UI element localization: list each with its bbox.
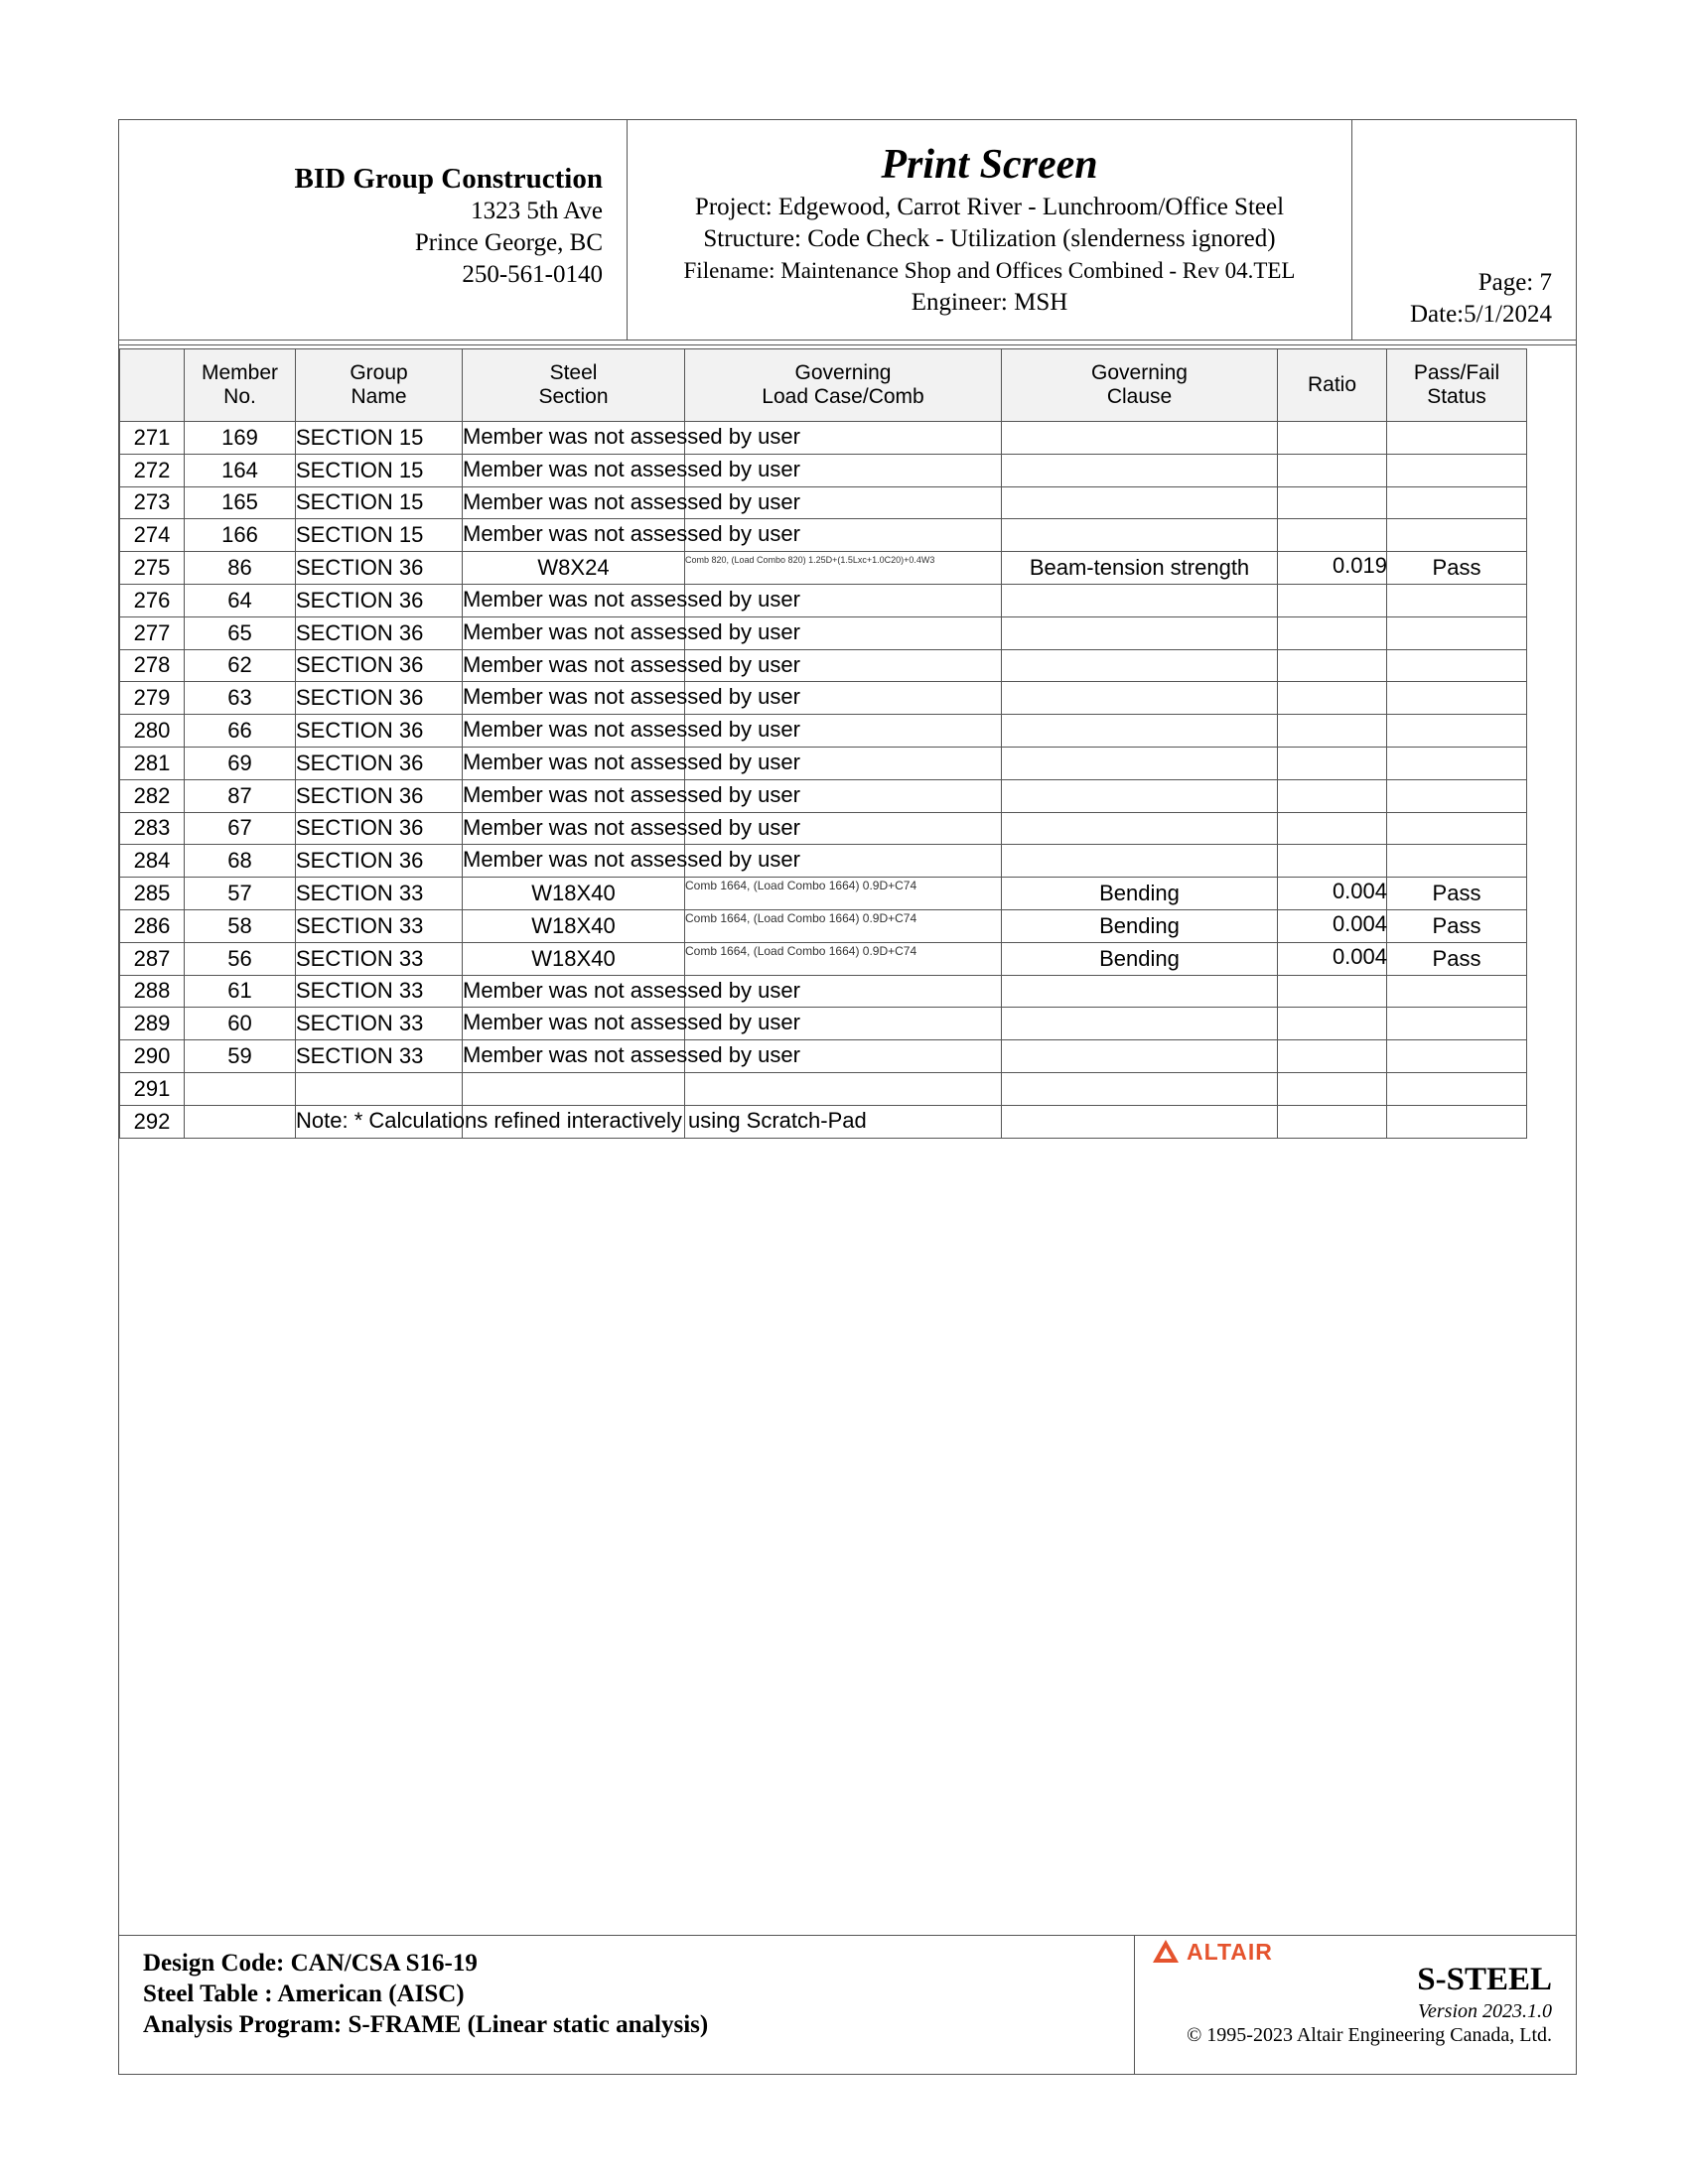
assessment-note: Member was not assessed by user [463, 814, 800, 840]
steel-section [463, 975, 800, 1008]
assessment-note: Member was not assessed by user [463, 1010, 800, 1035]
row-index: 288 [120, 975, 185, 1008]
group-name: SECTION 36 [296, 812, 463, 845]
row-index: 287 [120, 942, 185, 975]
table-row [120, 486, 1527, 519]
governing-clause [1002, 422, 1278, 455]
member-no: 66 [185, 715, 296, 748]
col-status-header: Pass/Fail Status [1387, 349, 1527, 422]
row-index: 275 [120, 552, 185, 585]
assessment-note: Member was not assessed by user [463, 781, 800, 807]
row-index: 286 [120, 909, 185, 942]
row-index: 291 [120, 1072, 185, 1105]
ratio [1278, 649, 1387, 682]
assessment-note: Member was not assessed by user [463, 977, 800, 1003]
ratio-value: 0.004 [1332, 910, 1387, 936]
page-number: Page: 7 [1477, 269, 1552, 296]
governing-clause: Beam-tension strength [1002, 552, 1278, 585]
governing-clause [1002, 616, 1278, 649]
row-index: 277 [120, 616, 185, 649]
product-info [1187, 1960, 1552, 2047]
assessment-note: Member was not assessed by user [463, 1042, 800, 1068]
group-name: SECTION 36 [296, 649, 463, 682]
pass-fail-status: Pass [1387, 878, 1527, 910]
group-name: SECTION 15 [296, 454, 463, 486]
pass-fail-status [1387, 616, 1527, 649]
governing-clause [1002, 584, 1278, 616]
steel-section [463, 1008, 800, 1040]
page-frame [118, 119, 1577, 2075]
logo-text: ALTAIR [1187, 1938, 1273, 1965]
group-name: SECTION 15 [296, 422, 463, 455]
product-version: Version 2023.1.0 [1418, 2000, 1552, 2022]
steel-table: Steel Table : American (AISC) [143, 1980, 465, 2007]
company-block [119, 120, 628, 340]
pass-fail-status [1387, 584, 1527, 616]
project-line: Project: Edgewood, Carrot River - Lunchroom/Office Steel [694, 194, 1285, 220]
load-combo-text: Comb 1664, (Load Combo 1664) 0.9D+C74 [685, 910, 917, 925]
governing-clause [1002, 1072, 1278, 1105]
table-row [120, 682, 1527, 715]
pass-fail-status [1387, 845, 1527, 878]
group-name: SECTION 36 [296, 552, 463, 585]
governing-clause [1002, 747, 1278, 779]
member-no: 87 [185, 779, 296, 812]
group-name: SECTION 36 [296, 845, 463, 878]
steel-section [463, 616, 800, 649]
ratio [1278, 812, 1387, 845]
pass-fail-status [1387, 1072, 1527, 1105]
ratio [1278, 1040, 1387, 1073]
member-no: 68 [185, 845, 296, 878]
table-row [120, 779, 1527, 812]
steel-section: W18X40 [463, 909, 685, 942]
row-index: 279 [120, 682, 185, 715]
member-no [185, 1072, 296, 1105]
member-no: 63 [185, 682, 296, 715]
governing-clause [1002, 715, 1278, 748]
group-name [296, 1105, 867, 1138]
ratio [1278, 779, 1387, 812]
governing-clause [1002, 1008, 1278, 1040]
pass-fail-status [1387, 812, 1527, 845]
member-no: 57 [185, 878, 296, 910]
ratio [1278, 747, 1387, 779]
row-index: 283 [120, 812, 185, 845]
steel-section [463, 486, 800, 519]
row-index: 290 [120, 1040, 185, 1073]
member-no: 165 [185, 486, 296, 519]
table-row [120, 552, 1527, 585]
table-row [120, 1008, 1527, 1040]
group-name: SECTION 36 [296, 682, 463, 715]
governing-clause [1002, 779, 1278, 812]
table-row [120, 454, 1527, 486]
table-row [120, 519, 1527, 552]
ratio [1278, 486, 1387, 519]
pass-fail-status [1387, 975, 1527, 1008]
pass-fail-status [1387, 649, 1527, 682]
table-row [120, 715, 1527, 748]
group-name: SECTION 33 [296, 878, 463, 910]
governing-clause [1002, 1105, 1278, 1138]
row-index: 276 [120, 584, 185, 616]
col-member-header: Member No. [185, 349, 296, 422]
steel-section [463, 1040, 800, 1073]
table-row [120, 422, 1527, 455]
table-row [120, 975, 1527, 1008]
table-row [120, 942, 1527, 975]
col-group-header: Group Name [296, 349, 463, 422]
pass-fail-status [1387, 422, 1527, 455]
table-row [120, 909, 1527, 942]
steel-section: W8X24 [463, 552, 685, 585]
governing-clause [1002, 975, 1278, 1008]
row-index: 274 [120, 519, 185, 552]
assessment-note: Member was not assessed by user [463, 456, 800, 481]
ratio [1278, 454, 1387, 486]
header-divider-double [119, 344, 1576, 345]
member-no: 59 [185, 1040, 296, 1073]
table-note: Note: * Calculations refined interactively using Scratch-Pad [296, 1107, 867, 1133]
pass-fail-status: Pass [1387, 942, 1527, 975]
governing-clause [1002, 1040, 1278, 1073]
code-check-table [119, 348, 1527, 1139]
steel-section [463, 584, 800, 616]
pass-fail-status [1387, 519, 1527, 552]
assessment-note: Member was not assessed by user [463, 684, 800, 710]
assessment-note: Member was not assessed by user [463, 618, 800, 644]
load-combo-text: Comb 1664, (Load Combo 1664) 0.9D+C74 [685, 879, 917, 893]
row-index: 280 [120, 715, 185, 748]
group-name: SECTION 36 [296, 715, 463, 748]
steel-section [463, 779, 800, 812]
governing-clause: Bending [1002, 942, 1278, 975]
pass-fail-status [1387, 1008, 1527, 1040]
report-footer [119, 1935, 1576, 2074]
pass-fail-status [1387, 779, 1527, 812]
table-row [120, 747, 1527, 779]
col-clause-header: Governing Clause [1002, 349, 1278, 422]
group-name: SECTION 36 [296, 747, 463, 779]
member-no: 69 [185, 747, 296, 779]
assessment-note: Member was not assessed by user [463, 847, 800, 873]
member-no: 169 [185, 422, 296, 455]
table-row [120, 1105, 1527, 1138]
group-name [296, 1072, 463, 1105]
row-index: 285 [120, 878, 185, 910]
group-name: SECTION 36 [296, 779, 463, 812]
company-address-line1: 1323 5th Ave [471, 198, 603, 224]
col-ratio-header: Ratio [1278, 349, 1387, 422]
assessment-note: Member was not assessed by user [463, 586, 800, 612]
row-index: 271 [120, 422, 185, 455]
structure-line: Structure: Code Check - Utilization (slenderness ignored) [703, 225, 1276, 252]
table-row [120, 616, 1527, 649]
ratio [1278, 878, 1387, 910]
steel-section [463, 422, 800, 455]
steel-section [463, 747, 800, 779]
product-block [1134, 1936, 1576, 2074]
group-name: SECTION 33 [296, 909, 463, 942]
row-index: 292 [120, 1105, 185, 1138]
assessment-note: Member was not assessed by user [463, 651, 800, 677]
assessment-note: Member was not assessed by user [463, 749, 800, 774]
governing-clause: Bending [1002, 909, 1278, 942]
table-body [120, 422, 1527, 1139]
design-info-block [143, 1948, 708, 2040]
governing-load [685, 1072, 1002, 1105]
row-index: 284 [120, 845, 185, 878]
governing-clause [1002, 845, 1278, 878]
steel-section: W18X40 [463, 942, 685, 975]
ratio-value: 0.004 [1332, 943, 1387, 969]
governing-clause [1002, 649, 1278, 682]
pass-fail-status: Pass [1387, 552, 1527, 585]
pass-fail-status [1387, 1040, 1527, 1073]
governing-load [685, 909, 1002, 942]
group-name: SECTION 15 [296, 486, 463, 519]
engineer-line: Engineer: MSH [911, 289, 1068, 316]
table-row [120, 812, 1527, 845]
member-no: 62 [185, 649, 296, 682]
governing-load [685, 878, 1002, 910]
ratio [1278, 715, 1387, 748]
member-no: 56 [185, 942, 296, 975]
steel-section [463, 1072, 685, 1105]
load-combo-text: Comb 820, (Load Combo 820) 1.25D+(1.5Lxc+1.0C20)+0.4W3 [685, 555, 935, 566]
ratio [1278, 616, 1387, 649]
assessment-note: Member was not assessed by user [463, 424, 800, 449]
company-name: BID Group Construction [294, 163, 603, 195]
steel-section [463, 845, 800, 878]
ratio [1278, 1008, 1387, 1040]
group-name: SECTION 36 [296, 616, 463, 649]
report-header [119, 120, 1576, 340]
assessment-note: Member was not assessed by user [463, 488, 800, 514]
member-no [185, 1105, 296, 1138]
ratio [1278, 1105, 1387, 1138]
member-no: 60 [185, 1008, 296, 1040]
ratio [1278, 909, 1387, 942]
product-name: S-STEEL [1417, 1962, 1552, 1997]
table-row [120, 1040, 1527, 1073]
page-date-block [1352, 120, 1576, 340]
company-phone: 250-561-0140 [462, 261, 603, 288]
member-no: 65 [185, 616, 296, 649]
governing-clause [1002, 454, 1278, 486]
ratio [1278, 1072, 1387, 1105]
group-name: SECTION 33 [296, 1008, 463, 1040]
member-no: 67 [185, 812, 296, 845]
table-row [120, 1072, 1527, 1105]
governing-clause [1002, 682, 1278, 715]
ratio-value: 0.019 [1332, 553, 1387, 579]
governing-load [685, 552, 1002, 585]
design-code: Design Code: CAN/CSA S16-19 [143, 1950, 478, 1977]
row-index: 272 [120, 454, 185, 486]
report-date: Date:5/1/2024 [1409, 301, 1552, 328]
company-address-line2: Prince George, BC [414, 229, 603, 256]
pass-fail-status [1387, 747, 1527, 779]
report-title: Print Screen [881, 142, 1098, 188]
group-name: SECTION 33 [296, 942, 463, 975]
analysis-program: Analysis Program: S-FRAME (Linear static analysis) [143, 2011, 709, 2038]
ratio [1278, 552, 1387, 585]
assessment-note: Member was not assessed by user [463, 521, 800, 547]
table-row [120, 649, 1527, 682]
row-index: 281 [120, 747, 185, 779]
member-no: 64 [185, 584, 296, 616]
steel-section [463, 649, 800, 682]
row-index: 278 [120, 649, 185, 682]
header-divider [119, 340, 1576, 341]
ratio [1278, 584, 1387, 616]
governing-clause [1002, 519, 1278, 552]
ratio [1278, 975, 1387, 1008]
pass-fail-status [1387, 486, 1527, 519]
ratio [1278, 519, 1387, 552]
member-no: 164 [185, 454, 296, 486]
table-row [120, 845, 1527, 878]
group-name: SECTION 33 [296, 975, 463, 1008]
steel-section [463, 715, 800, 748]
row-index: 289 [120, 1008, 185, 1040]
col-index-header [120, 349, 185, 422]
row-index: 273 [120, 486, 185, 519]
steel-section: W18X40 [463, 878, 685, 910]
copyright: © 1995-2023 Altair Engineering Canada, Ltd. [1187, 2024, 1552, 2046]
ratio [1278, 682, 1387, 715]
governing-clause [1002, 812, 1278, 845]
member-no: 86 [185, 552, 296, 585]
pass-fail-status [1387, 454, 1527, 486]
table-row [120, 584, 1527, 616]
pass-fail-status [1387, 682, 1527, 715]
steel-section [463, 682, 800, 715]
filename-line: Filename: Maintenance Shop and Offices Combined - Rev 04.TEL [683, 258, 1296, 283]
member-no: 166 [185, 519, 296, 552]
member-no: 58 [185, 909, 296, 942]
col-steel-header: Steel Section [463, 349, 685, 422]
group-name: SECTION 33 [296, 1040, 463, 1073]
pass-fail-status: Pass [1387, 909, 1527, 942]
ratio [1278, 422, 1387, 455]
steel-section [463, 812, 800, 845]
steel-section [463, 454, 800, 486]
member-no: 61 [185, 975, 296, 1008]
col-load-header: Governing Load Case/Comb [685, 349, 1002, 422]
ratio [1278, 845, 1387, 878]
governing-load [685, 942, 1002, 975]
pass-fail-status [1387, 715, 1527, 748]
group-name: SECTION 36 [296, 584, 463, 616]
row-index: 282 [120, 779, 185, 812]
assessment-note: Member was not assessed by user [463, 717, 800, 743]
altair-triangle-icon [1151, 1938, 1181, 1966]
report-info-block [628, 120, 1352, 340]
governing-clause [1002, 486, 1278, 519]
table-row [120, 878, 1527, 910]
ratio-value: 0.004 [1332, 879, 1387, 904]
pass-fail-status [1387, 1105, 1527, 1138]
governing-clause: Bending [1002, 878, 1278, 910]
steel-section [463, 519, 800, 552]
group-name: SECTION 15 [296, 519, 463, 552]
table-header-row [120, 349, 1527, 422]
ratio [1278, 942, 1387, 975]
load-combo-text: Comb 1664, (Load Combo 1664) 0.9D+C74 [685, 943, 917, 958]
